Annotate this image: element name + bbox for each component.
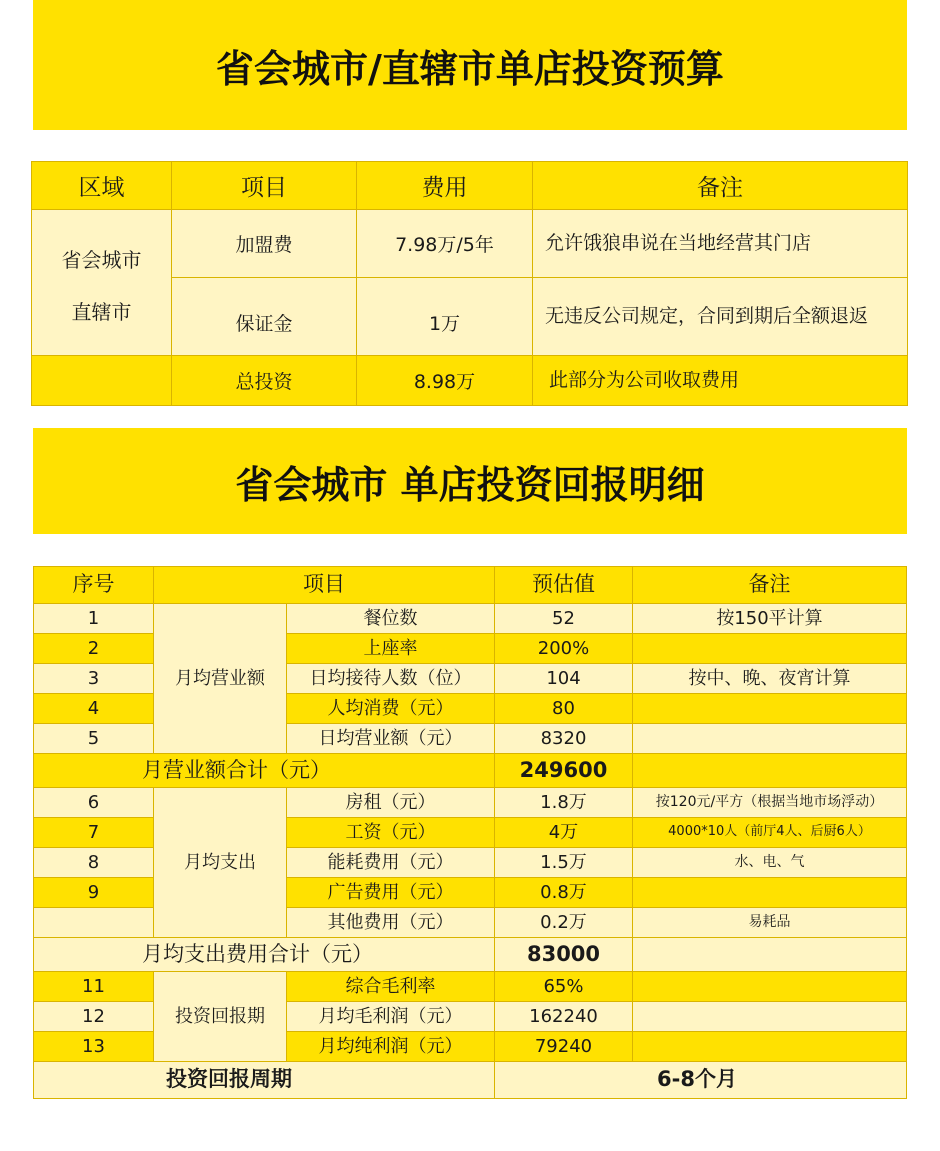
table-row	[32, 210, 908, 278]
value-cell: 52	[495, 604, 633, 634]
note-cell: 按120元/平方（根据当地市场浮动）	[633, 788, 907, 818]
returns-title: 省会城市 单店投资回报明细	[33, 428, 907, 534]
note-cell	[633, 1002, 907, 1032]
expense-total-row	[34, 938, 907, 972]
item-cell: 能耗费用（元）	[287, 848, 495, 878]
group-expense: 月均支出	[154, 788, 287, 938]
value-cell: 104	[495, 664, 633, 694]
no-cell: 8	[34, 848, 154, 878]
budget-title: 省会城市/直辖市单店投资预算	[33, 0, 907, 130]
note-cell	[633, 972, 907, 1002]
item-cell: 其他费用（元）	[287, 908, 495, 938]
value-cell: 162240	[495, 1002, 633, 1032]
no-cell: 7	[34, 818, 154, 848]
item-cell: 人均消费（元）	[287, 694, 495, 724]
header-value: 预估值	[495, 567, 633, 604]
expense-total-label: 月均支出费用合计（元）	[34, 938, 495, 972]
item-cell: 月均毛利润（元）	[287, 1002, 495, 1032]
note-cell: 4000*10人（前厅4人、后厨6人）	[633, 818, 907, 848]
header-region: 区域	[32, 162, 172, 210]
value-cell: 65%	[495, 972, 633, 1002]
cost-cell: 7.98万/5年	[357, 210, 533, 278]
header-no: 序号	[34, 567, 154, 604]
region-line1: 省会城市	[61, 247, 142, 272]
region-empty-cell	[32, 356, 172, 406]
no-cell: 13	[34, 1032, 154, 1062]
note-cell: 易耗品	[633, 908, 907, 938]
returns-header-row	[34, 567, 907, 604]
item-cell: 月均纯利润（元）	[287, 1032, 495, 1062]
note-cell: 按中、晚、夜宵计算	[633, 664, 907, 694]
value-cell: 79240	[495, 1032, 633, 1062]
expense-total-note	[633, 938, 907, 972]
budget-table	[31, 161, 908, 406]
region-line2: 直辖市	[71, 299, 132, 324]
cost-cell: 1万	[357, 278, 533, 356]
note-cell: 允许饿狼串说在当地经营其门店	[533, 210, 908, 278]
no-cell	[34, 908, 154, 938]
returns-table	[33, 566, 907, 1099]
item-cell: 加盟费	[172, 210, 357, 278]
item-cell: 房租（元）	[287, 788, 495, 818]
group-revenue: 月均营业额	[154, 604, 287, 754]
revenue-total-label: 月营业额合计（元）	[34, 754, 495, 788]
revenue-total-row	[34, 754, 907, 788]
header-note: 备注	[533, 162, 908, 210]
item-cell: 餐位数	[287, 604, 495, 634]
item-cell: 总投资	[172, 356, 357, 406]
item-cell: 工资（元）	[287, 818, 495, 848]
expense-total-value: 83000	[495, 938, 633, 972]
header-note: 备注	[633, 567, 907, 604]
note-cell: 按150平计算	[633, 604, 907, 634]
value-cell: 1.8万	[495, 788, 633, 818]
value-cell: 0.8万	[495, 878, 633, 908]
cost-cell: 8.98万	[357, 356, 533, 406]
note-cell: 此部分为公司收取费用	[533, 356, 908, 406]
value-cell: 0.2万	[495, 908, 633, 938]
no-cell: 3	[34, 664, 154, 694]
no-cell: 11	[34, 972, 154, 1002]
region-cell	[32, 210, 172, 356]
revenue-total-value: 249600	[495, 754, 633, 788]
item-cell: 广告费用（元）	[287, 878, 495, 908]
note-cell: 无违反公司规定，合同到期后全额退返	[533, 278, 908, 356]
no-cell: 6	[34, 788, 154, 818]
note-cell	[633, 878, 907, 908]
payback-period-value: 6-8个月	[495, 1062, 907, 1099]
note-cell	[633, 724, 907, 754]
table-row	[34, 972, 907, 1002]
no-cell: 4	[34, 694, 154, 724]
value-cell: 4万	[495, 818, 633, 848]
no-cell: 1	[34, 604, 154, 634]
revenue-total-note	[633, 754, 907, 788]
no-cell: 12	[34, 1002, 154, 1032]
payback-period-row	[34, 1062, 907, 1099]
header-cost: 费用	[357, 162, 533, 210]
header-item: 项目	[154, 567, 495, 604]
item-cell: 上座率	[287, 634, 495, 664]
table-row	[34, 788, 907, 818]
note-cell	[633, 694, 907, 724]
payback-period-label: 投资回报周期	[34, 1062, 495, 1099]
no-cell: 9	[34, 878, 154, 908]
no-cell: 5	[34, 724, 154, 754]
group-payback: 投资回报期	[154, 972, 287, 1062]
item-cell: 日均营业额（元）	[287, 724, 495, 754]
budget-header-row	[32, 162, 908, 210]
note-cell: 水、电、气	[633, 848, 907, 878]
value-cell: 1.5万	[495, 848, 633, 878]
note-cell	[633, 1032, 907, 1062]
table-row	[34, 604, 907, 634]
table-row	[32, 356, 908, 406]
value-cell: 200%	[495, 634, 633, 664]
item-cell: 日均接待人数（位）	[287, 664, 495, 694]
note-cell	[633, 634, 907, 664]
no-cell: 2	[34, 634, 154, 664]
item-cell: 综合毛利率	[287, 972, 495, 1002]
value-cell: 8320	[495, 724, 633, 754]
item-cell: 保证金	[172, 278, 357, 356]
value-cell: 80	[495, 694, 633, 724]
header-item: 项目	[172, 162, 357, 210]
